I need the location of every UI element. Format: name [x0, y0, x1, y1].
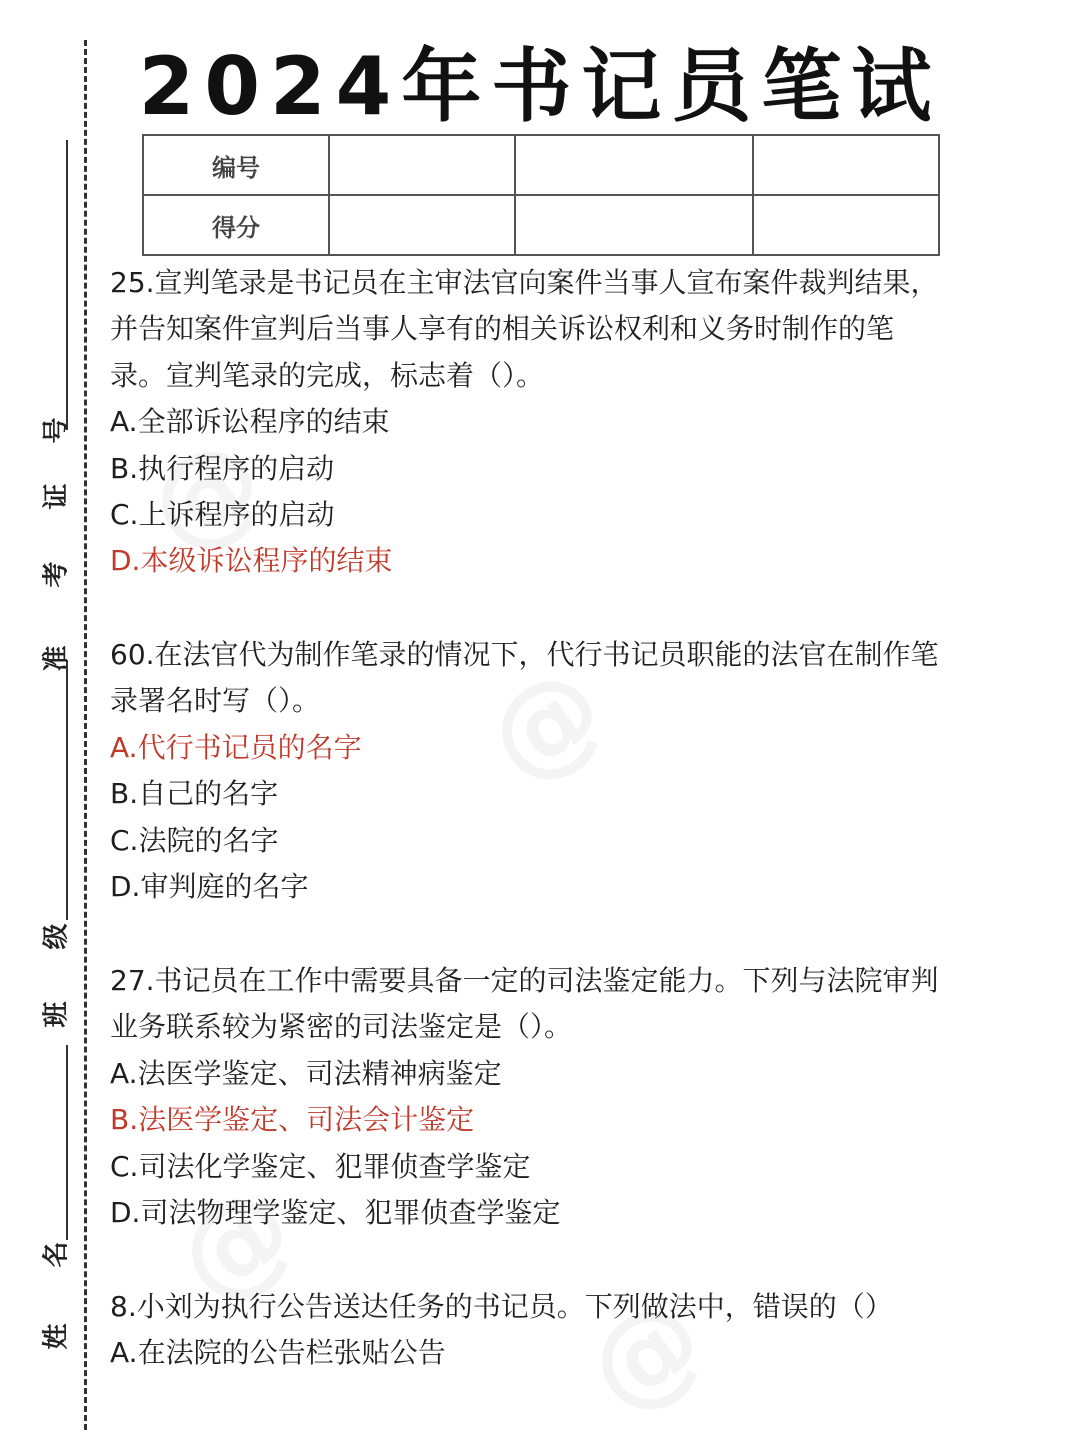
page-title: 2024年书记员笔试 — [138, 40, 942, 133]
score-table — [142, 134, 940, 256]
question-stem-line: 录。宣判笔录的完成，标志着（）。 — [110, 358, 545, 392]
table-cell-blank[interactable] — [515, 135, 753, 195]
question-stem-line: 25.宣判笔录是书记员在主审法官向案件当事人宣布案件裁判结果， — [110, 266, 939, 299]
table-cell-blank[interactable] — [515, 195, 753, 255]
option-d: D.审判庭的名字 — [110, 870, 309, 904]
option-a: A.法医学鉴定、司法精神病鉴定 — [110, 1056, 502, 1090]
side-label-hao: 号 — [41, 417, 72, 444]
question-25 — [110, 260, 1065, 585]
side-label-zheng: 证 — [41, 483, 72, 510]
option-b: B.自己的名字 — [110, 777, 279, 811]
side-label-ban: 班 — [41, 1001, 72, 1028]
side-label-kao: 考 — [41, 561, 72, 588]
question-stem-line: 27.书记员在工作中需要具备一定的司法鉴定能力。下列与法院审判 — [110, 964, 939, 997]
blank-line-exam-number — [66, 140, 68, 430]
option-c: C.上诉程序的启动 — [110, 498, 335, 532]
question-60 — [110, 632, 1065, 910]
option-a-correct-answer: A.代行书记员的名字 — [110, 730, 362, 764]
option-b-correct-answer: B.法医学鉴定、司法会计鉴定 — [110, 1103, 475, 1137]
blank-line-name — [66, 1045, 68, 1240]
question-stem-line: 8.小刘为执行公告送达任务的书记员。下列做法中，错误的（） — [110, 1290, 893, 1323]
option-a: A.全部诉讼程序的结束 — [110, 405, 390, 439]
table-cell-blank[interactable] — [753, 135, 939, 195]
option-b: B.执行程序的启动 — [110, 451, 335, 485]
table-cell-blank[interactable] — [329, 195, 515, 255]
blank-line-class — [66, 660, 68, 920]
table-row — [143, 195, 939, 255]
option-c: C.法院的名字 — [110, 823, 279, 857]
table-cell-blank[interactable] — [753, 195, 939, 255]
question-stem-line: 录署名时写（）。 — [110, 684, 321, 718]
side-label-xing: 姓 — [41, 1323, 72, 1350]
question-stem-line: 并告知案件宣判后当事人享有的相关诉讼权利和义务时制作的笔 — [110, 312, 895, 346]
table-cell-blank[interactable] — [329, 135, 515, 195]
option-d-correct-answer: D.本级诉讼程序的结束 — [110, 544, 393, 578]
option-d: D.司法物理学鉴定、犯罪侦查学鉴定 — [110, 1196, 561, 1230]
option-c: C.司法化学鉴定、犯罪侦查学鉴定 — [110, 1149, 531, 1183]
side-label-ji: 级 — [41, 923, 72, 950]
question-stem-line: 60.在法官代为制作笔录的情况下，代行书记员职能的法官在制作笔 — [110, 638, 939, 671]
option-a: A.在法院的公告栏张贴公告 — [110, 1336, 446, 1370]
table-cell-label: 得分 — [143, 195, 329, 255]
side-label-ming: 名 — [41, 1241, 72, 1268]
binding-dashed-line — [84, 40, 87, 1430]
question-stem-line: 业务联系较为紧密的司法鉴定是（）。 — [110, 1010, 573, 1044]
question-8 — [110, 1284, 1065, 1377]
question-27 — [110, 958, 1065, 1236]
table-cell-label: 编号 — [143, 135, 329, 195]
side-label-zhun: 准 — [41, 645, 72, 672]
table-row — [143, 135, 939, 195]
